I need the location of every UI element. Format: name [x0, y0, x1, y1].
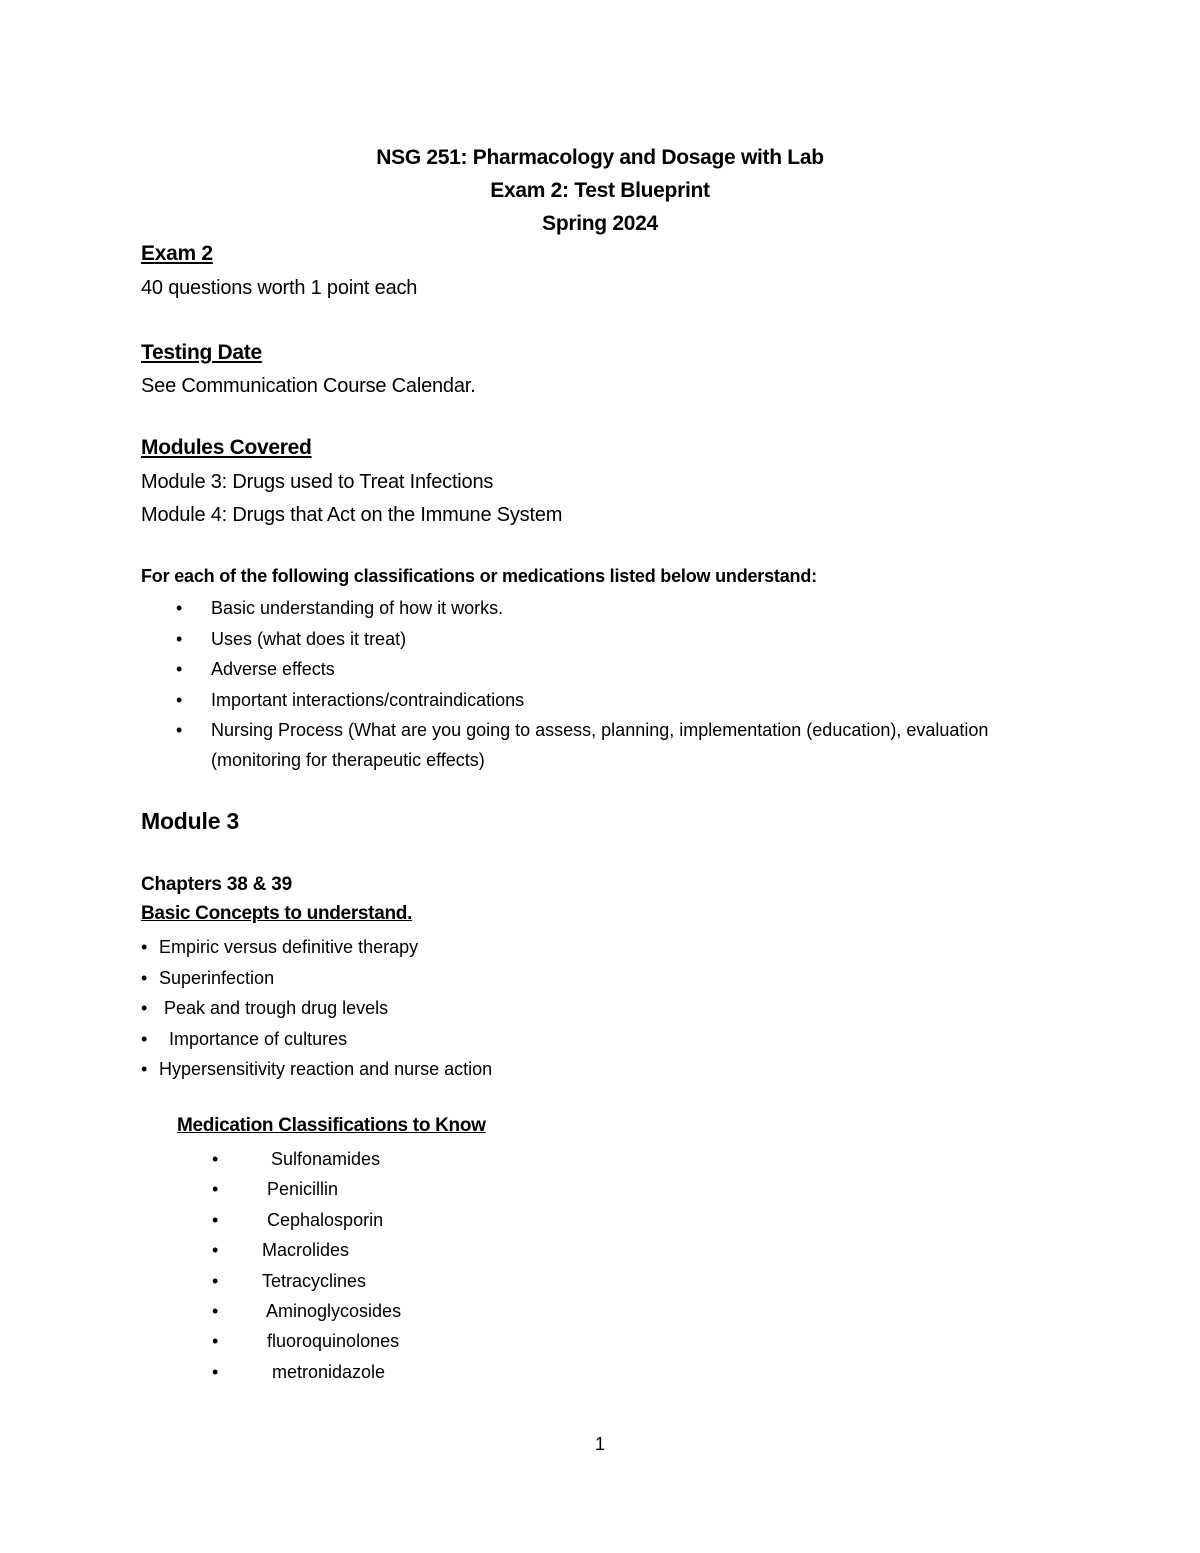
exam-questions-text: 40 questions worth 1 point each [141, 277, 418, 299]
concept-text: Importance of cultures [159, 1028, 348, 1049]
list-item [141, 932, 492, 963]
medication-text: Macrolides [262, 1240, 350, 1261]
module-covered-item: Module 3: Drugs used to Treat Infections [141, 471, 494, 493]
medication-text: Sulfonamides [266, 1149, 381, 1169]
bullet-icon: • [141, 1028, 148, 1049]
medication-text: Penicillin [262, 1179, 339, 1200]
bullet-icon: • [176, 659, 183, 679]
list-item [141, 715, 1031, 775]
module3-chapters: Chapters 38 & 39 [141, 874, 292, 895]
list-item [177, 1174, 401, 1204]
list-item [177, 1205, 401, 1235]
outcomes-list [141, 593, 1031, 775]
bullet-icon: • [141, 967, 148, 988]
bullet-icon: • [212, 1209, 219, 1230]
list-item [177, 1357, 401, 1387]
exam-title: Exam 2: Test Blueprint [490, 179, 710, 202]
medications-heading: Medication Classifications to Know [177, 1115, 486, 1136]
bullet-icon: • [141, 937, 148, 957]
bullet-icon: • [212, 1149, 219, 1169]
list-item [177, 1296, 401, 1326]
medication-text: Aminoglycosides [262, 1300, 402, 1321]
outcome-text: Uses (what does it treat) [211, 628, 407, 649]
list-item [177, 1326, 401, 1356]
list-item [141, 1054, 492, 1085]
bullet-icon: • [141, 1059, 148, 1079]
testing-date-text: See Communication Course Calendar. [141, 375, 476, 397]
outcomes-lead: For each of the following classifications or medications listed below understand: [141, 566, 817, 586]
modules-covered-heading: Modules Covered [141, 436, 312, 459]
outcome-text: Adverse effects [211, 659, 335, 679]
module-covered-item: Module 4: Drugs that Act on the Immune System [141, 504, 563, 526]
bullet-icon: • [176, 598, 183, 618]
outcome-text: Nursing Process (What are you going to assess, planning, implementation (education), evaluation (monitoring for therapeutic effects) [211, 720, 989, 770]
bullet-icon: • [176, 689, 183, 710]
list-item [141, 624, 1031, 655]
medication-text: metronidazole [262, 1361, 386, 1382]
outcome-text: Basic understanding of how it works. [211, 598, 504, 618]
concept-text: Empiric versus definitive therapy [159, 937, 419, 957]
list-item [177, 1235, 401, 1265]
list-item [141, 654, 1031, 685]
concepts-heading: Basic Concepts to understand. [141, 903, 413, 924]
outcome-text: Important interactions/contraindications [211, 689, 525, 710]
module3-heading: Module 3 [141, 808, 240, 834]
bullet-icon: • [212, 1179, 219, 1200]
page-number: 1 [594, 1434, 605, 1454]
list-item [141, 993, 492, 1024]
course-title: NSG 251: Pharmacology and Dosage with Lab [376, 146, 824, 169]
bullet-icon: • [212, 1300, 219, 1321]
list-item [177, 1266, 401, 1296]
concept-text: Superinfection [159, 967, 275, 988]
bullet-icon: • [176, 628, 183, 649]
document-title-block [0, 141, 1200, 240]
medication-text: Cephalosporin [262, 1209, 384, 1230]
bullet-icon: • [212, 1240, 219, 1261]
bullet-icon: • [141, 998, 148, 1018]
testing-date-heading: Testing Date [141, 341, 262, 364]
concept-text: Peak and trough drug levels [159, 998, 389, 1018]
bullet-icon: • [212, 1361, 219, 1382]
list-item [177, 1144, 401, 1174]
concepts-list [141, 932, 492, 1085]
bullet-icon: • [176, 720, 183, 740]
bullet-icon: • [212, 1270, 219, 1291]
list-item [141, 685, 1031, 716]
list-item [141, 593, 1031, 624]
term-label: Spring 2024 [542, 212, 658, 235]
list-item [141, 963, 492, 994]
list-item [141, 1024, 492, 1055]
medications-list [177, 1144, 401, 1387]
medication-text: fluoroquinolones [262, 1331, 400, 1352]
bullet-icon: • [212, 1331, 219, 1352]
medication-text: Tetracyclines [262, 1270, 367, 1291]
exam-heading: Exam 2 [141, 242, 213, 265]
concept-text: Hypersensitivity reaction and nurse action [159, 1059, 493, 1079]
